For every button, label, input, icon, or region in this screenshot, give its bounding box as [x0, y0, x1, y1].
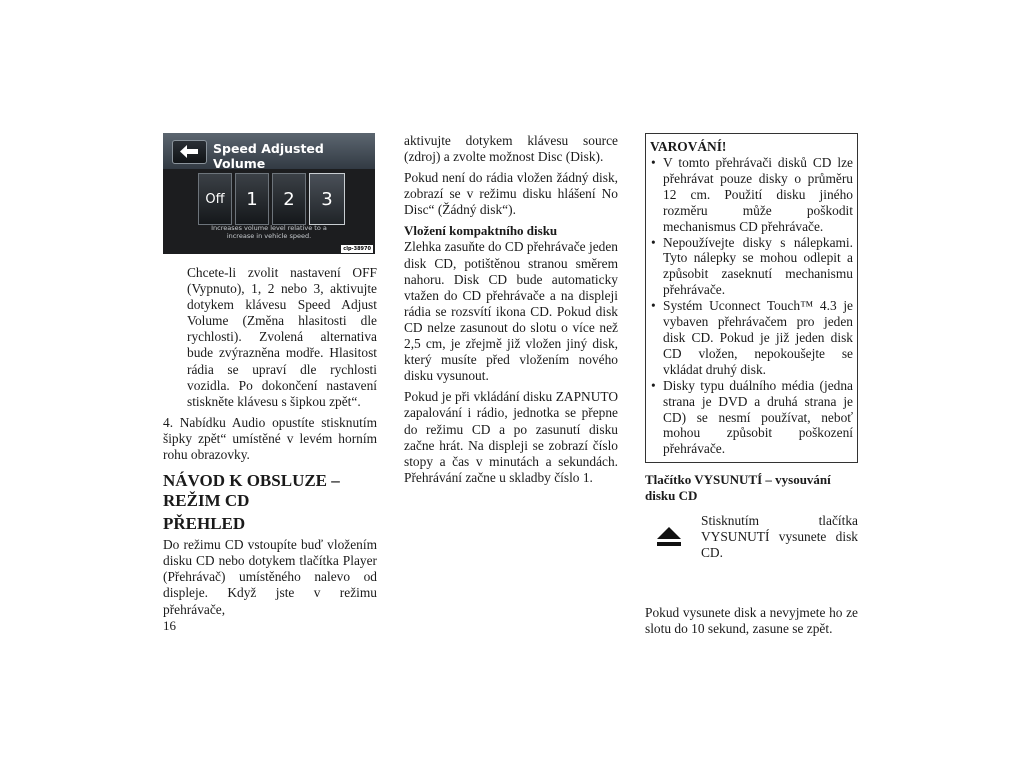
left-column — [163, 133, 377, 623]
section-heading-cd-mode: NÁVOD K OBSLUZE – REŽIM CD — [163, 471, 340, 511]
screenshot-title: Speed Adjusted Volume — [213, 141, 324, 171]
speed-adjusted-volume-screenshot — [163, 133, 375, 254]
page-number: 16 — [163, 618, 176, 633]
middle-paragraph-1: aktivujte dotykem klávesu source (zdroj) a zvolte možnost Disc (Disk). — [404, 133, 618, 165]
screenshot-caption-line-1: Increases volume level relative to a — [211, 224, 327, 232]
screenshot-button-2: 2 — [272, 173, 306, 225]
screenshot-button-3: 3 — [309, 173, 345, 225]
warning-item: • Systém Uconnect Touch™ 4.3 je vybaven přehrávačem pro jeden disk CD. Pokud je již jeden disk CD vložen, nepokoušejte se vkládat druhý disk. — [650, 298, 853, 378]
heading-eject-button: Tlačítko VYSUNUTÍ – vysouvání disku CD — [645, 472, 831, 504]
right-paragraph-last: Pokud vysunete disk a nevyjmete ho ze slotu do 10 sekund, zasune se zpět. — [645, 605, 858, 637]
eject-description: Stisknutím tlačítka VYSUNUTÍ vysunete disk CD. — [701, 513, 858, 561]
back-arrow-icon — [172, 140, 207, 164]
warning-title: VAROVÁNÍ! — [650, 139, 727, 154]
screenshot-button-off: Off — [198, 173, 232, 225]
warning-item: • V tomto přehrávači disků CD lze přehrávat pouze disky o průměru 12 cm. Použití disku jiného rozměru může poškodit mechanismus CD přehrávače. — [650, 155, 853, 235]
screenshot-button-1: 1 — [235, 173, 269, 225]
warning-item: • Disky typu duálního média (jedna strana je DVD a druhá strana je CD) se nesmí používat, neboť mohou způsobit poškození přehrávače. — [650, 378, 853, 458]
screenshot-caption-line-2: increase in vehicle speed. — [226, 232, 312, 240]
middle-paragraph-2: Pokud není do rádia vložen žádný disk, zobrazí se v režimu disku hlášení No Disc“ (Žádný disk“). — [404, 170, 618, 218]
eject-icon — [657, 527, 681, 547]
eject-row — [645, 509, 858, 567]
section-heading-overview: PŘEHLED — [163, 514, 246, 534]
middle-column — [404, 133, 618, 491]
warning-list — [650, 155, 853, 457]
screenshot-image-id: clp-38970 — [343, 246, 371, 252]
warning-box — [645, 133, 858, 463]
right-column — [645, 133, 858, 642]
left-paragraph-3: Do režimu CD vstoupíte buď vložením disku CD nebo dotykem tlačítka Player (Přehrávač) umístěného nalevo od displeje. Když jste v režimu přehrávače, — [163, 537, 377, 617]
left-paragraph-1: Chcete-li zvolit nastavení OFF (Vypnuto), 1, 2 nebo 3, aktivujte dotykem klávesu Speed Adjust Volume (Změna hlasitosti dle rychlosti). Zvolená alternativa bude zvýrazněna modře. Hlasitost rádia se upraví dle rychlosti vozidla. Po dokončení nastavení stiskněte klávesu s šipkou zpět“. — [187, 265, 377, 409]
heading-insert-disc: Vložení kompaktního disku — [404, 223, 558, 239]
screenshot-caption — [163, 224, 375, 240]
warning-item: • Nepoužívejte disky s nálepkami. Tyto nálepky se mohou odlepit a způsobit zaseknutí mechanismu přehrávače. — [650, 235, 853, 299]
left-paragraph-2: 4. Nabídku Audio opustíte stisknutím šipky zpět“ umístěné v levém horním rohu obrazovky. — [163, 414, 377, 463]
middle-paragraph-3: Zlehka zasuňte do CD přehrávače jeden disk CD, potištěnou stranou směrem nahoru. Disk CD bude automaticky vtažen do CD přehrávače a na displeji rádia se rozsvítí ikona CD. Pokud disk CD nelze zasunout do slotu o více než 2,5 cm, je zřejmě již vložen jiný disk, který musíte před vložením nového disku vysunout. — [404, 239, 618, 384]
middle-paragraph-4: Pokud je při vkládání disku ZAPNUTO zapalování i rádio, jednotka se přepne do režimu CD a po zasunutí disku začne hrát. Na displeji se zobrazí číslo stopy a čas v minutách a sekundách. Přehrávání začne u skladby číslo 1. — [404, 389, 618, 485]
